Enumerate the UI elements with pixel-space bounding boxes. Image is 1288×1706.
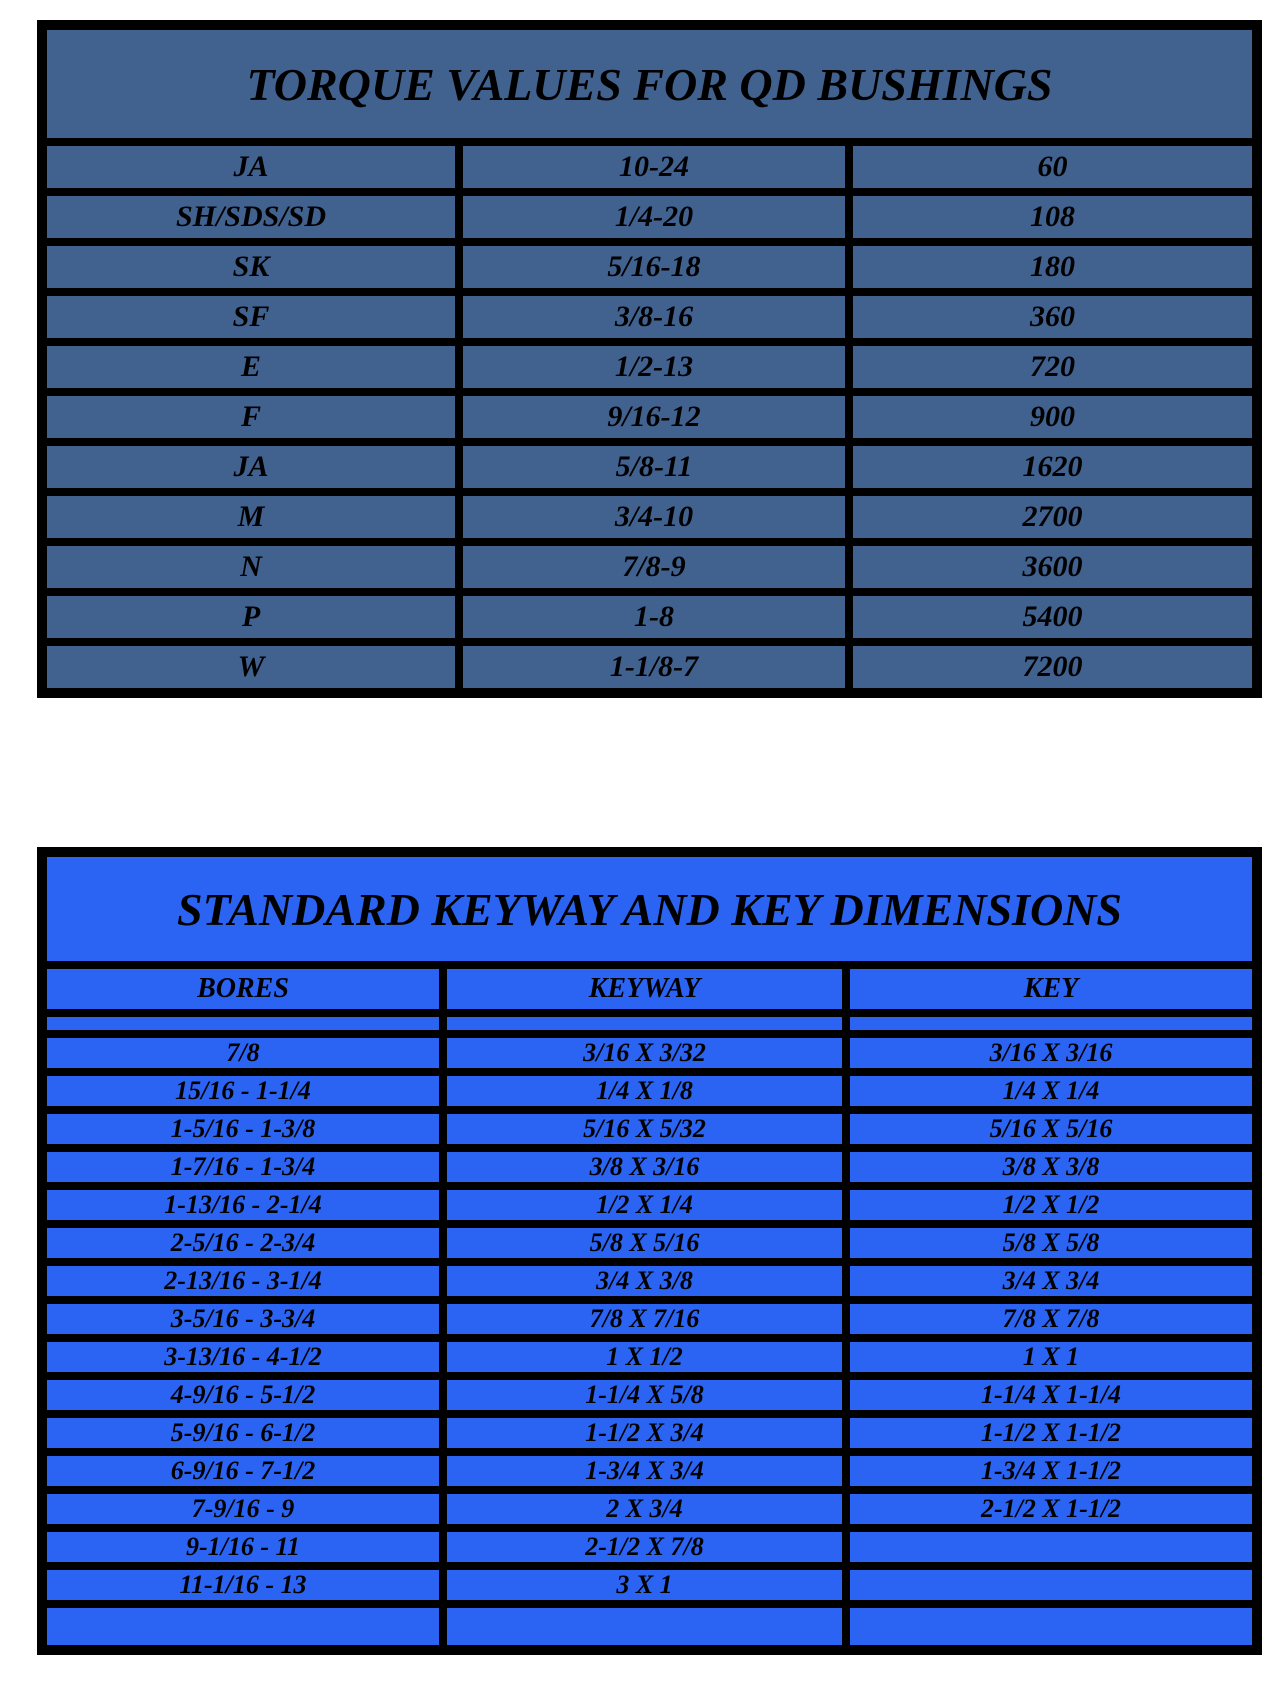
keyway-cell: 1 X 1/2 <box>443 1338 846 1376</box>
thread-size-cell: 3/8-16 <box>459 292 849 342</box>
table-row <box>42 642 1257 693</box>
torque-value-cell: 7200 <box>849 642 1257 693</box>
thread-size-cell: 9/16-12 <box>459 392 849 442</box>
table-row <box>42 1110 1257 1148</box>
bores-cell: 7-9/16 - 9 <box>42 1490 443 1528</box>
key-cell: 3/8 X 3/8 <box>846 1148 1257 1186</box>
table-row <box>42 1072 1257 1110</box>
spacer-cell <box>443 1013 846 1034</box>
bushing-style-cell: SK <box>42 242 459 292</box>
empty-row <box>42 1604 1257 1650</box>
table-row <box>42 242 1257 292</box>
bores-column-header: BORES <box>42 965 443 1013</box>
keyway-cell: 5/16 X 5/32 <box>443 1110 846 1148</box>
keyway-cell: 1-3/4 X 3/4 <box>443 1452 846 1490</box>
keyway-cell: 3/8 X 3/16 <box>443 1148 846 1186</box>
bores-cell: 1-5/16 - 1-3/8 <box>42 1110 443 1148</box>
key-cell: 1/2 X 1/2 <box>846 1186 1257 1224</box>
bores-cell: 4-9/16 - 5-1/2 <box>42 1376 443 1414</box>
bores-cell <box>42 1604 443 1650</box>
table-row <box>42 342 1257 392</box>
bores-cell: 2-13/16 - 3-1/4 <box>42 1262 443 1300</box>
thread-size-cell: 1-8 <box>459 592 849 642</box>
keyway-dimensions-table <box>37 847 1262 1655</box>
key-cell: 3/16 X 3/16 <box>846 1034 1257 1072</box>
key-cell: 1/4 X 1/4 <box>846 1072 1257 1110</box>
table-row <box>42 492 1257 542</box>
thread-size-cell: 5/8-11 <box>459 442 849 492</box>
keyway-cell: 3 X 1 <box>443 1566 846 1604</box>
bores-cell: 1-7/16 - 1-3/4 <box>42 1148 443 1186</box>
table-title-row <box>42 852 1257 965</box>
bores-cell: 2-5/16 - 2-3/4 <box>42 1224 443 1262</box>
table-row <box>42 1300 1257 1338</box>
bores-cell: 15/16 - 1-1/4 <box>42 1072 443 1110</box>
torque-value-cell: 900 <box>849 392 1257 442</box>
torque-value-cell: 2700 <box>849 492 1257 542</box>
torque-table-title: TORQUE VALUES FOR QD BUSHINGS <box>42 25 1257 142</box>
bushing-style-cell: N <box>42 542 459 592</box>
table-title-row <box>42 25 1257 142</box>
bushing-style-cell: F <box>42 392 459 442</box>
keyway-cell: 1/4 X 1/8 <box>443 1072 846 1110</box>
key-cell: 5/16 X 5/16 <box>846 1110 1257 1148</box>
table-row <box>42 1528 1257 1566</box>
table-row <box>42 292 1257 342</box>
keyway-cell: 2 X 3/4 <box>443 1490 846 1528</box>
spacer-cell <box>42 1013 443 1034</box>
keyway-cell: 3/16 X 3/32 <box>443 1034 846 1072</box>
spacer-row <box>42 1013 1257 1034</box>
bushing-style-cell: P <box>42 592 459 642</box>
bores-cell: 3-13/16 - 4-1/2 <box>42 1338 443 1376</box>
table-row <box>42 192 1257 242</box>
keyway-cell: 2-1/2 X 7/8 <box>443 1528 846 1566</box>
keyway-cell: 1/2 X 1/4 <box>443 1186 846 1224</box>
table-header-row <box>42 965 1257 1013</box>
key-cell: 1-1/4 X 1-1/4 <box>846 1376 1257 1414</box>
keyway-table-title: STANDARD KEYWAY AND KEY DIMENSIONS <box>42 852 1257 965</box>
table-row <box>42 1490 1257 1528</box>
table-row <box>42 1338 1257 1376</box>
bushing-style-cell: SF <box>42 292 459 342</box>
thread-size-cell: 1/4-20 <box>459 192 849 242</box>
thread-size-cell: 1-1/8-7 <box>459 642 849 693</box>
bores-cell: 7/8 <box>42 1034 443 1072</box>
table-row <box>42 1224 1257 1262</box>
bushing-style-cell: JA <box>42 142 459 192</box>
keyway-column-header: KEYWAY <box>443 965 846 1013</box>
keyway-cell: 1-1/2 X 3/4 <box>443 1414 846 1452</box>
table-row <box>42 1414 1257 1452</box>
torque-value-cell: 3600 <box>849 542 1257 592</box>
bushing-style-cell: E <box>42 342 459 392</box>
bushing-style-cell: W <box>42 642 459 693</box>
table-row <box>42 1186 1257 1224</box>
torque-value-cell: 1620 <box>849 442 1257 492</box>
key-cell <box>846 1566 1257 1604</box>
table-row <box>42 1452 1257 1490</box>
keyway-cell: 7/8 X 7/16 <box>443 1300 846 1338</box>
key-cell <box>846 1528 1257 1566</box>
bores-cell: 1-13/16 - 2-1/4 <box>42 1186 443 1224</box>
torque-value-cell: 108 <box>849 192 1257 242</box>
thread-size-cell: 1/2-13 <box>459 342 849 392</box>
bores-cell: 6-9/16 - 7-1/2 <box>42 1452 443 1490</box>
bores-cell: 9-1/16 - 11 <box>42 1528 443 1566</box>
table-row <box>42 1148 1257 1186</box>
torque-value-cell: 360 <box>849 292 1257 342</box>
key-cell: 5/8 X 5/8 <box>846 1224 1257 1262</box>
table-row <box>42 1262 1257 1300</box>
table-row <box>42 542 1257 592</box>
keyway-cell: 5/8 X 5/16 <box>443 1224 846 1262</box>
torque-value-cell: 720 <box>849 342 1257 392</box>
table-row <box>42 1034 1257 1072</box>
torque-value-cell: 5400 <box>849 592 1257 642</box>
thread-size-cell: 3/4-10 <box>459 492 849 542</box>
torque-values-table <box>37 20 1262 698</box>
bushing-style-cell: SH/SDS/SD <box>42 192 459 242</box>
key-cell <box>846 1604 1257 1650</box>
table-row <box>42 1566 1257 1604</box>
bushing-style-cell: M <box>42 492 459 542</box>
key-cell: 1 X 1 <box>846 1338 1257 1376</box>
key-cell: 2-1/2 X 1-1/2 <box>846 1490 1257 1528</box>
keyway-cell <box>443 1604 846 1650</box>
key-cell: 7/8 X 7/8 <box>846 1300 1257 1338</box>
keyway-cell: 3/4 X 3/8 <box>443 1262 846 1300</box>
key-cell: 3/4 X 3/4 <box>846 1262 1257 1300</box>
thread-size-cell: 7/8-9 <box>459 542 849 592</box>
key-cell: 1-1/2 X 1-1/2 <box>846 1414 1257 1452</box>
key-column-header: KEY <box>846 965 1257 1013</box>
bores-cell: 3-5/16 - 3-3/4 <box>42 1300 443 1338</box>
bushing-style-cell: JA <box>42 442 459 492</box>
torque-value-cell: 60 <box>849 142 1257 192</box>
table-row <box>42 442 1257 492</box>
key-cell: 1-3/4 X 1-1/2 <box>846 1452 1257 1490</box>
table-row <box>42 142 1257 192</box>
bores-cell: 11-1/16 - 13 <box>42 1566 443 1604</box>
table-row <box>42 1376 1257 1414</box>
keyway-cell: 1-1/4 X 5/8 <box>443 1376 846 1414</box>
torque-value-cell: 180 <box>849 242 1257 292</box>
table-row <box>42 592 1257 642</box>
table-row <box>42 392 1257 442</box>
bores-cell: 5-9/16 - 6-1/2 <box>42 1414 443 1452</box>
spacer-cell <box>846 1013 1257 1034</box>
thread-size-cell: 5/16-18 <box>459 242 849 292</box>
thread-size-cell: 10-24 <box>459 142 849 192</box>
